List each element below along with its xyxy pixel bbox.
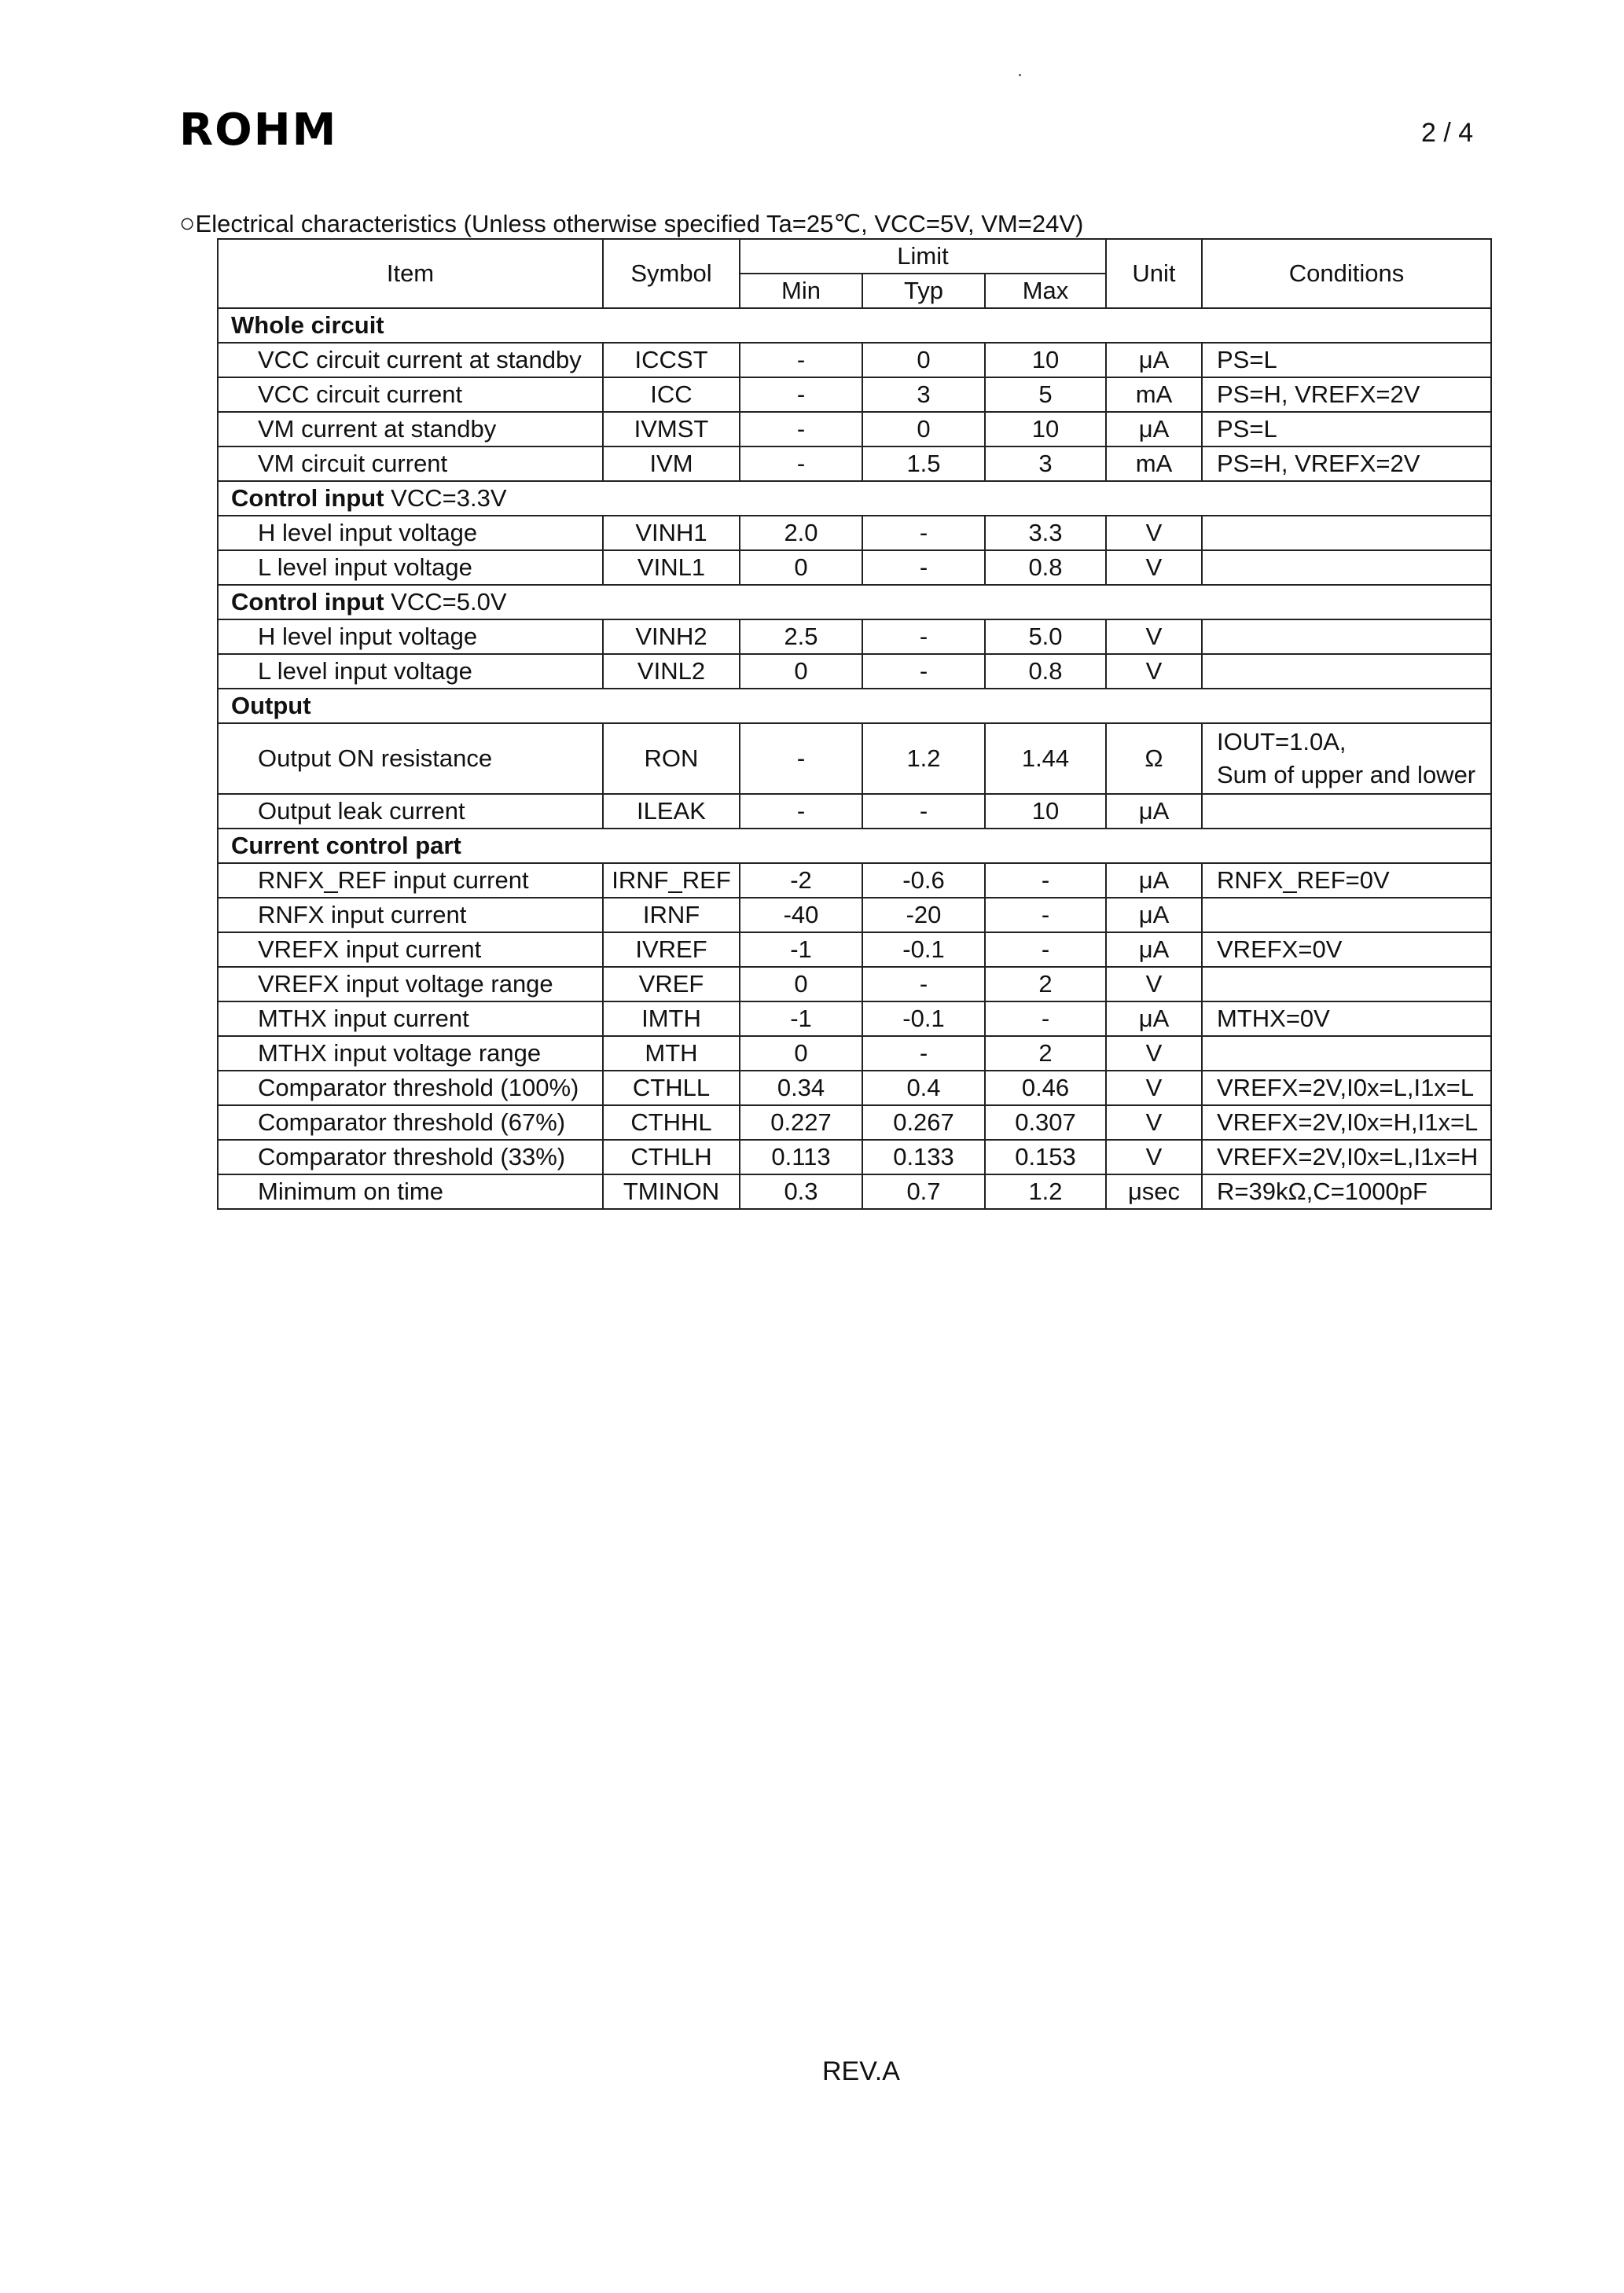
- typ-cell: 0.4: [862, 1071, 985, 1105]
- conditions-cell: MTHX=0V: [1202, 1001, 1491, 1036]
- unit-cell: μA: [1106, 343, 1202, 377]
- item-cell: H level input voltage: [218, 619, 603, 654]
- item-cell: VREFX input current: [218, 932, 603, 967]
- conditions-cell: [1202, 654, 1491, 689]
- conditions-line: IOUT=1.0A,: [1217, 728, 1347, 755]
- item-cell: VM circuit current: [218, 446, 603, 481]
- max-cell: 0.8: [985, 550, 1106, 585]
- group-row: [218, 481, 1491, 516]
- table-row: [218, 1140, 1491, 1174]
- symbol-cell: ILEAK: [603, 794, 740, 829]
- conditions-line: Sum of upper and lower: [1217, 761, 1476, 788]
- unit-cell: μA: [1106, 863, 1202, 898]
- unit-cell: V: [1106, 1140, 1202, 1174]
- unit-cell: μA: [1106, 932, 1202, 967]
- typ-cell: -: [862, 619, 985, 654]
- table-row: [218, 654, 1491, 689]
- symbol-cell: VINL1: [603, 550, 740, 585]
- header-symbol: Symbol: [603, 239, 740, 308]
- table-row: [218, 967, 1491, 1001]
- conditions-cell: [1202, 619, 1491, 654]
- rohm-logo: ROHM: [179, 105, 338, 156]
- symbol-cell: VINH2: [603, 619, 740, 654]
- item-cell: VCC circuit current: [218, 377, 603, 412]
- min-cell: -: [740, 794, 862, 829]
- typ-cell: 1.2: [862, 723, 985, 794]
- group-heading: [218, 308, 1491, 343]
- symbol-cell: ICCST: [603, 343, 740, 377]
- table-row: [218, 377, 1491, 412]
- symbol-cell: IRNF: [603, 898, 740, 932]
- symbol-cell: VINL2: [603, 654, 740, 689]
- item-cell: Comparator threshold (100%): [218, 1071, 603, 1105]
- max-cell: 10: [985, 794, 1106, 829]
- unit-cell: V: [1106, 967, 1202, 1001]
- symbol-cell: MTH: [603, 1036, 740, 1071]
- max-cell: 1.44: [985, 723, 1106, 794]
- revision-label: REV.A: [822, 2056, 900, 2086]
- header-typ: Typ: [862, 274, 985, 308]
- symbol-cell: CTHLH: [603, 1140, 740, 1174]
- max-cell: 2: [985, 967, 1106, 1001]
- max-cell: 5: [985, 377, 1106, 412]
- page-number: 2 / 4: [1421, 118, 1474, 148]
- item-cell: H level input voltage: [218, 516, 603, 550]
- item-cell: RNFX_REF input current: [218, 863, 603, 898]
- typ-cell: 1.5: [862, 446, 985, 481]
- conditions-cell: [1202, 967, 1491, 1001]
- table-row: [218, 932, 1491, 967]
- conditions-cell: PS=L: [1202, 343, 1491, 377]
- typ-cell: -0.1: [862, 1001, 985, 1036]
- electrical-characteristics-table: [217, 238, 1492, 1210]
- max-cell: 3.3: [985, 516, 1106, 550]
- table-row: [218, 1174, 1491, 1209]
- table-row: [218, 1105, 1491, 1140]
- typ-cell: -0.6: [862, 863, 985, 898]
- max-cell: -: [985, 1001, 1106, 1036]
- table-row: [218, 723, 1491, 794]
- symbol-cell: IVM: [603, 446, 740, 481]
- header-max: Max: [985, 274, 1106, 308]
- group-row: [218, 829, 1491, 863]
- typ-cell: 0.133: [862, 1140, 985, 1174]
- max-cell: 10: [985, 412, 1106, 446]
- conditions-cell: [1202, 1036, 1491, 1071]
- max-cell: -: [985, 932, 1106, 967]
- unit-cell: μA: [1106, 1001, 1202, 1036]
- unit-cell: V: [1106, 516, 1202, 550]
- unit-cell: V: [1106, 619, 1202, 654]
- group-label: Current control part: [231, 831, 461, 859]
- unit-cell: V: [1106, 550, 1202, 585]
- header-unit: Unit: [1106, 239, 1202, 308]
- typ-cell: -: [862, 967, 985, 1001]
- group-label: Whole circuit: [231, 311, 384, 339]
- group-row: [218, 585, 1491, 619]
- section-title: [179, 208, 1083, 240]
- max-cell: 3: [985, 446, 1106, 481]
- group-heading: [218, 689, 1491, 723]
- group-heading: [218, 585, 1491, 619]
- symbol-cell: IVMST: [603, 412, 740, 446]
- symbol-cell: VREF: [603, 967, 740, 1001]
- conditions-cell: VREFX=2V,I0x=L,I1x=L: [1202, 1071, 1491, 1105]
- conditions-cell: [1202, 516, 1491, 550]
- max-cell: 0.46: [985, 1071, 1106, 1105]
- item-cell: Output leak current: [218, 794, 603, 829]
- item-cell: Minimum on time: [218, 1174, 603, 1209]
- typ-cell: 0: [862, 412, 985, 446]
- header-limit: Limit: [740, 239, 1106, 274]
- conditions-cell: [1202, 794, 1491, 829]
- item-cell: VCC circuit current at standby: [218, 343, 603, 377]
- symbol-cell: VINH1: [603, 516, 740, 550]
- table-row: [218, 550, 1491, 585]
- min-cell: 0: [740, 967, 862, 1001]
- unit-cell: V: [1106, 1105, 1202, 1140]
- group-heading: [218, 829, 1491, 863]
- item-cell: Comparator threshold (67%): [218, 1105, 603, 1140]
- table-row: [218, 446, 1491, 481]
- conditions-cell: RNFX_REF=0V: [1202, 863, 1491, 898]
- table-row: [218, 516, 1491, 550]
- typ-cell: -: [862, 516, 985, 550]
- typ-cell: -: [862, 1036, 985, 1071]
- typ-cell: 3: [862, 377, 985, 412]
- conditions-cell: [1202, 898, 1491, 932]
- table-body: [218, 308, 1491, 1209]
- min-cell: -2: [740, 863, 862, 898]
- table-row: [218, 794, 1491, 829]
- max-cell: 0.8: [985, 654, 1106, 689]
- typ-cell: -: [862, 794, 985, 829]
- unit-cell: V: [1106, 1036, 1202, 1071]
- symbol-cell: CTHLL: [603, 1071, 740, 1105]
- group-heading: [218, 481, 1491, 516]
- min-cell: 0.3: [740, 1174, 862, 1209]
- typ-cell: -: [862, 654, 985, 689]
- item-cell: MTHX input voltage range: [218, 1036, 603, 1071]
- min-cell: -: [740, 446, 862, 481]
- item-cell: MTHX input current: [218, 1001, 603, 1036]
- group-label: Control input: [231, 483, 384, 512]
- section-title-text: Electrical characteristics (Unless otherwise specified Ta=25℃, VCC=5V, VM=24V): [195, 210, 1084, 237]
- table-row: [218, 863, 1491, 898]
- min-cell: 0.227: [740, 1105, 862, 1140]
- min-cell: 0.113: [740, 1140, 862, 1174]
- item-cell: VM current at standby: [218, 412, 603, 446]
- symbol-cell: CTHHL: [603, 1105, 740, 1140]
- item-cell: L level input voltage: [218, 654, 603, 689]
- typ-cell: -0.1: [862, 932, 985, 967]
- header-item: Item: [218, 239, 603, 308]
- min-cell: -1: [740, 1001, 862, 1036]
- unit-cell: μA: [1106, 898, 1202, 932]
- conditions-cell: [1202, 723, 1491, 794]
- unit-cell: V: [1106, 654, 1202, 689]
- typ-cell: -: [862, 550, 985, 585]
- max-cell: 1.2: [985, 1174, 1106, 1209]
- min-cell: 2.0: [740, 516, 862, 550]
- max-cell: 2: [985, 1036, 1106, 1071]
- table-row: [218, 619, 1491, 654]
- conditions-cell: PS=H, VREFX=2V: [1202, 446, 1491, 481]
- header-min: Min: [740, 274, 862, 308]
- conditions-cell: R=39kΩ,C=1000pF: [1202, 1174, 1491, 1209]
- unit-cell: μA: [1106, 794, 1202, 829]
- typ-cell: 0: [862, 343, 985, 377]
- symbol-cell: IMTH: [603, 1001, 740, 1036]
- min-cell: -: [740, 412, 862, 446]
- table-row: [218, 898, 1491, 932]
- min-cell: -: [740, 343, 862, 377]
- conditions-cell: VREFX=2V,I0x=H,I1x=L: [1202, 1105, 1491, 1140]
- unit-cell: V: [1106, 1071, 1202, 1105]
- group-row: [218, 308, 1491, 343]
- item-cell: VREFX input voltage range: [218, 967, 603, 1001]
- min-cell: -: [740, 377, 862, 412]
- unit-cell: mA: [1106, 377, 1202, 412]
- unit-cell: Ω: [1106, 723, 1202, 794]
- scan-speck: [1019, 74, 1021, 76]
- table-row: [218, 1001, 1491, 1036]
- min-cell: 0: [740, 550, 862, 585]
- table-row: [218, 343, 1491, 377]
- max-cell: 0.153: [985, 1140, 1106, 1174]
- min-cell: 0: [740, 1036, 862, 1071]
- table-row: [218, 1036, 1491, 1071]
- group-label: Output: [231, 691, 311, 719]
- symbol-cell: RON: [603, 723, 740, 794]
- conditions-cell: PS=H, VREFX=2V: [1202, 377, 1491, 412]
- max-cell: 5.0: [985, 619, 1106, 654]
- min-cell: -1: [740, 932, 862, 967]
- unit-cell: mA: [1106, 446, 1202, 481]
- unit-cell: μsec: [1106, 1174, 1202, 1209]
- conditions-cell: [1202, 550, 1491, 585]
- max-cell: 0.307: [985, 1105, 1106, 1140]
- symbol-cell: IVREF: [603, 932, 740, 967]
- min-cell: -40: [740, 898, 862, 932]
- typ-cell: -20: [862, 898, 985, 932]
- table-row: [218, 1071, 1491, 1105]
- table-row: [218, 412, 1491, 446]
- item-cell: L level input voltage: [218, 550, 603, 585]
- symbol-cell: IRNF_REF: [603, 863, 740, 898]
- min-cell: -: [740, 723, 862, 794]
- conditions-cell: PS=L: [1202, 412, 1491, 446]
- min-cell: 2.5: [740, 619, 862, 654]
- max-cell: -: [985, 863, 1106, 898]
- item-cell: Comparator threshold (33%): [218, 1140, 603, 1174]
- group-suffix: VCC=5.0V: [384, 587, 507, 616]
- max-cell: 10: [985, 343, 1106, 377]
- item-cell: Output ON resistance: [218, 723, 603, 794]
- symbol-cell: TMINON: [603, 1174, 740, 1209]
- header-conditions: Conditions: [1202, 239, 1491, 308]
- item-cell: RNFX input current: [218, 898, 603, 932]
- typ-cell: 0.7: [862, 1174, 985, 1209]
- min-cell: 0: [740, 654, 862, 689]
- max-cell: -: [985, 898, 1106, 932]
- typ-cell: 0.267: [862, 1105, 985, 1140]
- circle-bullet-icon: ○: [179, 208, 196, 238]
- group-label: Control input: [231, 587, 384, 616]
- symbol-cell: ICC: [603, 377, 740, 412]
- group-suffix: VCC=3.3V: [384, 483, 507, 512]
- min-cell: 0.34: [740, 1071, 862, 1105]
- conditions-cell: VREFX=2V,I0x=L,I1x=H: [1202, 1140, 1491, 1174]
- group-row: [218, 689, 1491, 723]
- unit-cell: μA: [1106, 412, 1202, 446]
- conditions-cell: VREFX=0V: [1202, 932, 1491, 967]
